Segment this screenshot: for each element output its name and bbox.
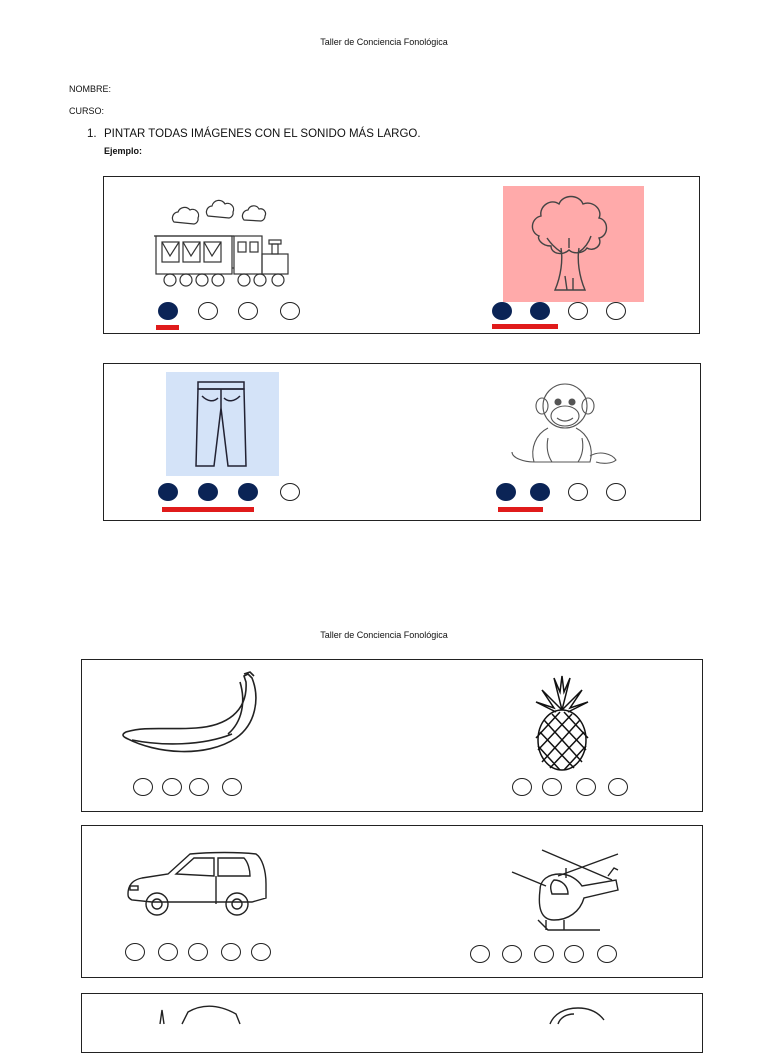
example-label: Ejemplo:: [104, 146, 143, 156]
sound-circle-filled[interactable]: [198, 483, 218, 501]
banana-icon: [122, 672, 264, 758]
tree-icon: [525, 192, 615, 298]
sound-circle[interactable]: [133, 778, 153, 796]
instruction-text: PINTAR TODAS IMÁGENES CON EL SONIDO MÁS LARGO.: [104, 128, 421, 140]
sound-circle[interactable]: [564, 945, 584, 963]
sound-circle[interactable]: [606, 302, 626, 320]
sound-circle-filled[interactable]: [530, 483, 550, 501]
sound-circle[interactable]: [542, 778, 562, 796]
sound-circle-filled[interactable]: [530, 302, 550, 320]
pineapple-icon: [532, 676, 592, 774]
curso-label: CURSO:: [69, 106, 105, 116]
sound-circle[interactable]: [188, 943, 208, 961]
sound-circle[interactable]: [568, 483, 588, 501]
sound-circle[interactable]: [125, 943, 145, 961]
length-underline: [156, 325, 179, 330]
sound-circle[interactable]: [158, 943, 178, 961]
page-header: Taller de Conciencia Fonológica: [320, 37, 448, 47]
sound-circle[interactable]: [251, 943, 271, 961]
sound-circle[interactable]: [534, 945, 554, 963]
sound-circle-filled[interactable]: [496, 483, 516, 501]
monkey-icon: [508, 372, 623, 472]
length-underline: [492, 324, 558, 329]
sound-circle-filled[interactable]: [158, 302, 178, 320]
page-header-2: Taller de Conciencia Fonológica: [320, 630, 448, 640]
sound-circle[interactable]: [280, 483, 300, 501]
sound-circle[interactable]: [576, 778, 596, 796]
length-underline: [498, 507, 543, 512]
sound-circle[interactable]: [162, 778, 182, 796]
sound-circle[interactable]: [198, 302, 218, 320]
sound-circle[interactable]: [221, 943, 241, 961]
helicopter-icon: [508, 846, 620, 936]
pencil-case-icon: [152, 1005, 242, 1024]
nombre-label: NOMBRE:: [69, 84, 112, 94]
car-icon: [124, 850, 269, 920]
sound-circle[interactable]: [238, 302, 258, 320]
sound-circle-filled[interactable]: [158, 483, 178, 501]
sound-circle[interactable]: [189, 778, 209, 796]
sound-circle[interactable]: [470, 945, 490, 963]
instruction-number: 1.: [87, 128, 97, 140]
sound-circle[interactable]: [512, 778, 532, 796]
sound-circle-filled[interactable]: [238, 483, 258, 501]
pants-icon: [190, 378, 254, 470]
sound-circle[interactable]: [606, 483, 626, 501]
train-icon: [150, 190, 295, 290]
length-underline: [162, 507, 254, 512]
sound-circle[interactable]: [568, 302, 588, 320]
sound-circle[interactable]: [502, 945, 522, 963]
sound-circle-filled[interactable]: [492, 302, 512, 320]
sound-circle[interactable]: [280, 302, 300, 320]
sound-circle[interactable]: [608, 778, 628, 796]
sound-circle[interactable]: [597, 945, 617, 963]
sound-circle[interactable]: [222, 778, 242, 796]
partial-object-icon: [548, 1005, 608, 1024]
